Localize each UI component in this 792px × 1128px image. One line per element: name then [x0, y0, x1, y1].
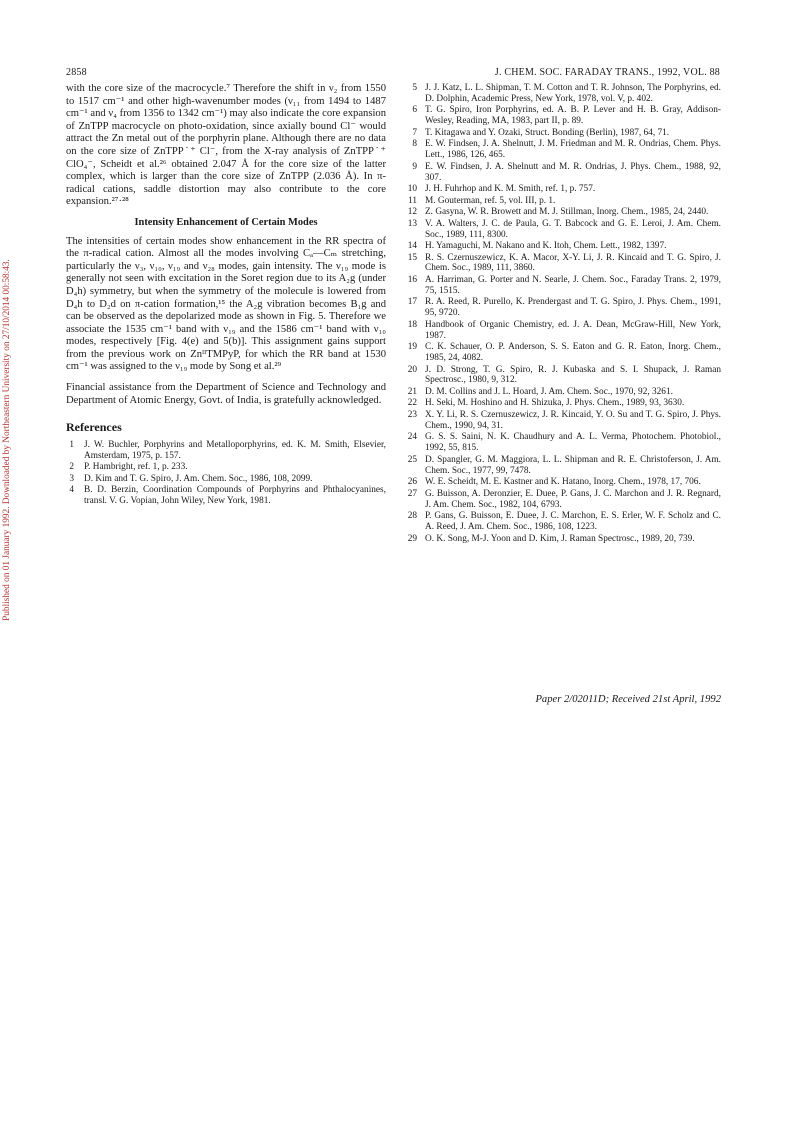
reference-item — [403, 297, 721, 319]
paper-received-note: Paper 2/02011D; Received 21st April, 1992 — [535, 694, 721, 705]
reference-item — [403, 342, 721, 364]
reference-number: 1 — [69, 439, 74, 450]
reference-number: 28 — [407, 511, 417, 522]
reference-text: V. A. Walters, J. C. de Paula, G. T. Babcock and G. E. Leroi, J. Am. Chem. Soc., 1989, 111, 8300. — [425, 218, 721, 240]
reference-item — [403, 455, 721, 477]
reference-number: 10 — [407, 184, 417, 195]
reference-text: Handbook of Organic Chemistry, ed. J. A. Dean, McGraw-Hill, New York, 1987. — [425, 319, 721, 341]
reference-number: 17 — [407, 297, 417, 308]
reference-number: 2 — [69, 462, 74, 473]
reference-item — [403, 511, 721, 533]
reference-number: 15 — [407, 252, 417, 263]
reference-number: 27 — [407, 488, 417, 499]
reference-number: 5 — [412, 83, 417, 93]
reference-number: 6 — [412, 105, 417, 116]
reference-number: 4 — [69, 485, 74, 496]
reference-item — [403, 139, 721, 161]
reference-item — [403, 128, 721, 139]
reference-item — [403, 275, 721, 297]
reference-text: J. W. Buchler, Porphyrins and Metalloporphyrins, ed. K. M. Smith, Elsevier, Amsterdam, 1975, p. 157. — [84, 439, 386, 461]
reference-number: 25 — [407, 454, 417, 465]
reference-text: M. Gouterman, ref. 5, vol. III, p. 1. — [425, 195, 556, 206]
reference-number: 22 — [407, 398, 417, 409]
reference-item — [66, 462, 386, 473]
reference-item — [403, 207, 721, 218]
reference-item — [66, 440, 386, 462]
reference-text: G. S. S. Saini, N. K. Chaudhury and A. L. Verma, Photochem. Photobiol., 1992, 55, 815. — [425, 432, 721, 454]
reference-item — [403, 196, 721, 207]
reference-number: 29 — [407, 533, 417, 544]
reference-list-right — [403, 83, 721, 544]
left-column — [66, 83, 386, 508]
reference-number: 19 — [407, 342, 417, 353]
reference-text: E. W. Findsen, J. A. Shelnutt, J. M. Friedman and M. R. Ondrias, Chem. Phys. Lett., 1986, 126, 465. — [425, 139, 721, 161]
reference-number: 11 — [408, 195, 417, 206]
body-paragraph: with the core size of the macrocycle.⁷ Therefore the shift in ν₂ from 1550 to 1517 cm⁻¹ and other high-wavenumber modes (ν₁₁ from 1494 to 1487 cm⁻¹ and ν₄ from 1356 to 1342 cm⁻¹) may also indicate the core expansion of ZnTPP macrocycle on photo-oxidation, since axially bound Cl⁻ would attract the Zn metal out of the porphyrin plane. Although there are no data on the core size of ZnTPP˙⁺ Cl⁻, from the X-ray analysis of ZnTPP˙⁺ ClO₄⁻, Scheidt et al.²⁶ obtained 2.047 Å for the core size of the latter complex, which is larger than the core size of ZnTPP (2.036 Å). In π-radical cations, saddle distortion may also contribute to the core expansion.²⁷·²⁸ — [66, 83, 386, 208]
reference-item — [403, 387, 721, 398]
reference-item — [403, 320, 721, 342]
reference-text: Z. Gasyna, W. R. Browett and M. J. Stillman, Inorg. Chem., 1985, 24, 2440. — [425, 207, 709, 218]
reference-number: 20 — [407, 364, 417, 375]
page-number: 2858 — [66, 67, 87, 78]
reference-text: D. M. Collins and J. L. Hoard, J. Am. Chem. Soc., 1970, 92, 3261. — [425, 386, 673, 397]
reference-text: T. Kitagawa and Y. Ozaki, Struct. Bonding (Berlin), 1987, 64, 71. — [425, 127, 670, 138]
page-header — [66, 67, 720, 81]
reference-text: H. Yamaguchi, M. Nakano and K. Itoh, Chem. Lett., 1982, 1397. — [425, 241, 667, 252]
reference-number: 3 — [69, 473, 74, 484]
reference-item — [403, 105, 721, 127]
reference-number: 18 — [407, 319, 417, 330]
reference-item — [403, 489, 721, 511]
reference-text: R. S. Czernuszewicz, K. A. Macor, X-Y. Li, J. R. Kincaid and T. G. Spiro, J. Chem. Soc., 1989, 111, 3860. — [425, 252, 721, 274]
reference-number: 21 — [407, 386, 417, 397]
reference-number: 16 — [407, 274, 417, 285]
section-heading: Intensity Enhancement of Certain Modes — [134, 216, 318, 228]
reference-list-left — [66, 440, 386, 507]
reference-text: J. J. Katz, L. L. Shipman, T. M. Cotton and T. R. Johnson, The Porphyrins, ed. D. Dolphin, Academic Press, New York, 1978, vol. V, p. 402. — [425, 83, 721, 104]
body-paragraph: The intensities of certain modes show enhancement in the RR spectra of the π-radical cation. Almost all the modes involving Cₐ—Cₘ stretching, particularly the ν₃, ν₁₀, ν₁₉ and ν₂₈ modes, gain intensity. The ν₁₉ mode is generally not seen with excitation in the Soret region due to its A₂g (under D₄h) symmetry, but when the symmetry of the molecule is lowered from D₄h to D₂d on π-cation formation,¹⁵ the A₂g vibration becomes B₁g and can be observed as the depolarized mode as shown in Fig. 5. Therefore we associate the 1535 cm⁻¹ band with ν₁₉ and the 1586 cm⁻¹ band with ν₁₀ modes, respectively [Fig. 4(e) and 5(b)]. This assignment gains support from the previous work on ZnᴵᴵTMPyP, for which the RR band at 1530 cm⁻¹ was assigned to the ν₁₉ mode by Song et al.²⁹ — [66, 235, 386, 373]
reference-item — [403, 410, 721, 432]
reference-text: O. K. Song, M-J. Yoon and D. Kim, J. Raman Spectrosc., 1989, 20, 739. — [425, 533, 695, 544]
download-watermark-text: Published on 01 January 1992. Downloaded by Northeastern University on 27/10/2014 00:58:43. — [2, 259, 12, 621]
reference-text: P. Hambright, ref. 1, p. 233. — [84, 462, 188, 473]
reference-number: 8 — [412, 139, 417, 150]
reference-number: 23 — [407, 409, 417, 420]
reference-number: 12 — [407, 207, 417, 218]
reference-item — [403, 241, 721, 252]
right-column — [403, 83, 721, 545]
reference-item — [403, 83, 721, 105]
reference-item — [403, 398, 721, 409]
reference-text: D. Spangler, G. M. Maggiora, L. L. Shipman and R. E. Christoferson, J. Am. Chem. Soc., 1977, 99, 7478. — [425, 454, 721, 476]
acknowledgement-paragraph: Financial assistance from the Department of Science and Technology and Department of Atomic Energy, Govt. of India, is gratefully acknowledged. — [66, 382, 386, 406]
reference-item — [403, 219, 721, 241]
reference-text: J. H. Fuhrhop and K. M. Smith, ref. 1, p. 757. — [425, 184, 596, 195]
reference-item — [403, 162, 721, 184]
reference-item — [403, 432, 721, 454]
reference-text: E. W. Findsen, J. A. Shelnutt and M. R. Ondrias, J. Phys. Chem., 1988, 92, 307. — [425, 161, 721, 183]
reference-item — [403, 477, 721, 488]
reference-number: 13 — [407, 218, 417, 229]
reference-item — [403, 534, 721, 545]
reference-text: C. K. Schauer, O. P. Anderson, S. S. Eaton and G. R. Eaton, Inorg. Chem., 1985, 24, 4082. — [425, 342, 721, 364]
reference-item — [403, 365, 721, 387]
reference-text: J. D. Strong, T. G. Spiro, R. J. Kubaska and S. I. Shupack, J. Raman Spectrosc., 1980, 9, 312. — [425, 364, 721, 386]
reference-text: D. Kim and T. G. Spiro, J. Am. Chem. Soc., 1986, 108, 2099. — [84, 473, 313, 484]
download-watermark — [0, 160, 14, 720]
reference-text: R. A. Reed, R. Purello, K. Prendergast and T. G. Spiro, J. Phys. Chem., 1991, 95, 9720. — [425, 297, 721, 319]
reference-item — [403, 253, 721, 275]
reference-number: 26 — [407, 477, 417, 488]
reference-text: P. Gans, G. Buisson, E. Duee, J. C. Marchon, E. S. Erler, W. F. Scholz and C. A. Reed, J. Am. Chem. Soc., 1986, 108, 1223. — [425, 511, 721, 532]
reference-item — [66, 474, 386, 485]
references-heading: References — [66, 420, 122, 435]
reference-item — [66, 485, 386, 507]
reference-text: W. E. Scheidt, M. E. Kastner and K. Hatano, Inorg. Chem., 1978, 17, 706. — [425, 477, 701, 488]
reference-text: A. Harriman, G. Porter and N. Searle, J. Chem. Soc., Faraday Trans. 2, 1979, 75, 1515. — [425, 274, 721, 296]
reference-number: 14 — [407, 241, 417, 252]
reference-text: H. Seki, M. Hoshino and H. Shizuka, J. Phys. Chem., 1989, 93, 3630. — [425, 398, 685, 409]
reference-item — [403, 184, 721, 195]
reference-text: X. Y. Li, R. S. Czernuszewicz, J. R. Kincaid, Y. O. Su and T. G. Spiro, J. Phys. Chem., 1990, 94, 31. — [425, 409, 721, 431]
reference-text: B. D. Berzin, Coordination Compounds of Porphyrins and Phthalocyanines, transl. V. G. Vopian, John Wiley, New York, 1981. — [84, 485, 386, 507]
reference-number: 9 — [412, 161, 417, 172]
reference-text: T. G. Spiro, Iron Porphyrins, ed. A. B. P. Lever and H. B. Gray, Addison-Wesley, Reading, MA, 1983, part II, p. 89. — [425, 105, 721, 127]
journal-running-title: J. CHEM. SOC. FARADAY TRANS., 1992, VOL. 88 — [494, 67, 720, 78]
reference-text: G. Buisson, A. Deronzier, E. Duee, P. Gans, J. C. Marchon and J. R. Regnard, J. Am. Chem. Soc., 1982, 104, 6793. — [425, 488, 721, 510]
reference-number: 24 — [407, 432, 417, 443]
reference-number: 7 — [412, 127, 417, 138]
